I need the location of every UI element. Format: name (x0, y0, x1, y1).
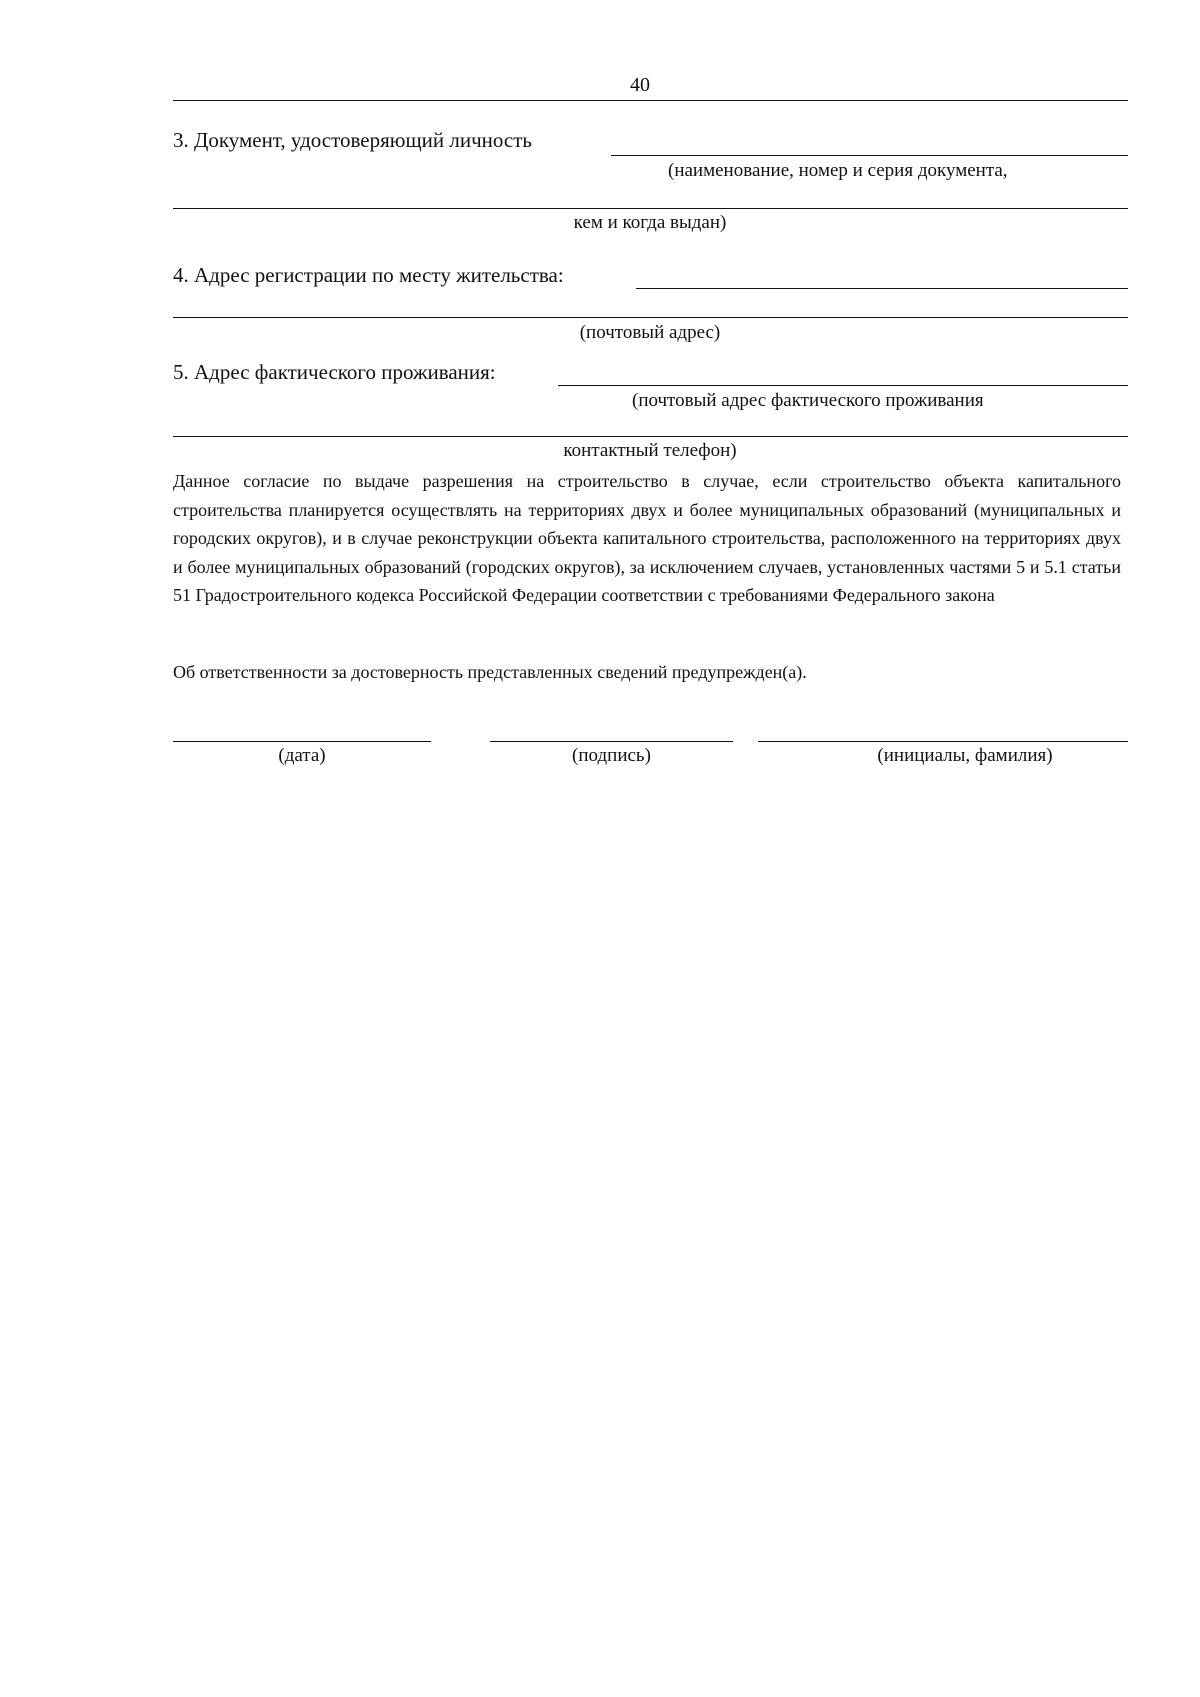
item3-input-line-1[interactable] (611, 155, 1128, 156)
signature-caption: (подпись) (572, 745, 651, 766)
item5-caption-1: (почтовый адрес фактического проживания (632, 390, 984, 411)
item5-label: 5. Адрес фактического проживания: (173, 360, 496, 384)
item4-caption: (почтовый адрес) (579, 322, 721, 343)
item3-label: 3. Документ, удостоверяющий личность (173, 128, 532, 152)
signature-input-line[interactable] (490, 741, 733, 742)
item5-input-line-1[interactable] (558, 385, 1128, 386)
date-caption: (дата) (278, 745, 326, 766)
name-input-line[interactable] (758, 741, 1128, 742)
item3-input-line-2[interactable] (173, 208, 1128, 209)
item5-input-line-2[interactable] (173, 436, 1128, 437)
item4-label: 4. Адрес регистрации по месту жительства: (173, 263, 564, 287)
item5-caption-2: контактный телефон) (563, 440, 737, 461)
item3-caption-1: (наименование, номер и серия документа, (668, 160, 1008, 181)
consent-paragraph: Данное согласие по выдаче разрешения на строительство в случае, если строительство объекта капитального строительства планируется осуществлять на территориях двух и более муниципальных образований (муниципальных и городских округов), и в случае реконструкции объекта капитального строительства, расположенного на территориях двух и более муниципальных образований (городских округов), за исключением случаев, установленных частями 5 и 5.1 статьи 51 Градостроительного кодекса Российской Федерации соответствии с требованиями Федерального закона (173, 471, 1121, 606)
responsibility-statement: Об ответственности за достоверность представленных сведений предупрежден(а). (173, 662, 807, 682)
date-input-line[interactable] (173, 741, 431, 742)
page-header-rule (173, 100, 1128, 101)
item4-input-line-1[interactable] (636, 288, 1128, 289)
item4-input-line-2[interactable] (173, 317, 1128, 318)
name-caption: (инициалы, фамилия) (877, 745, 1053, 766)
item3-caption-2: кем и когда выдан) (573, 212, 727, 233)
page-number: 40 (630, 74, 650, 96)
